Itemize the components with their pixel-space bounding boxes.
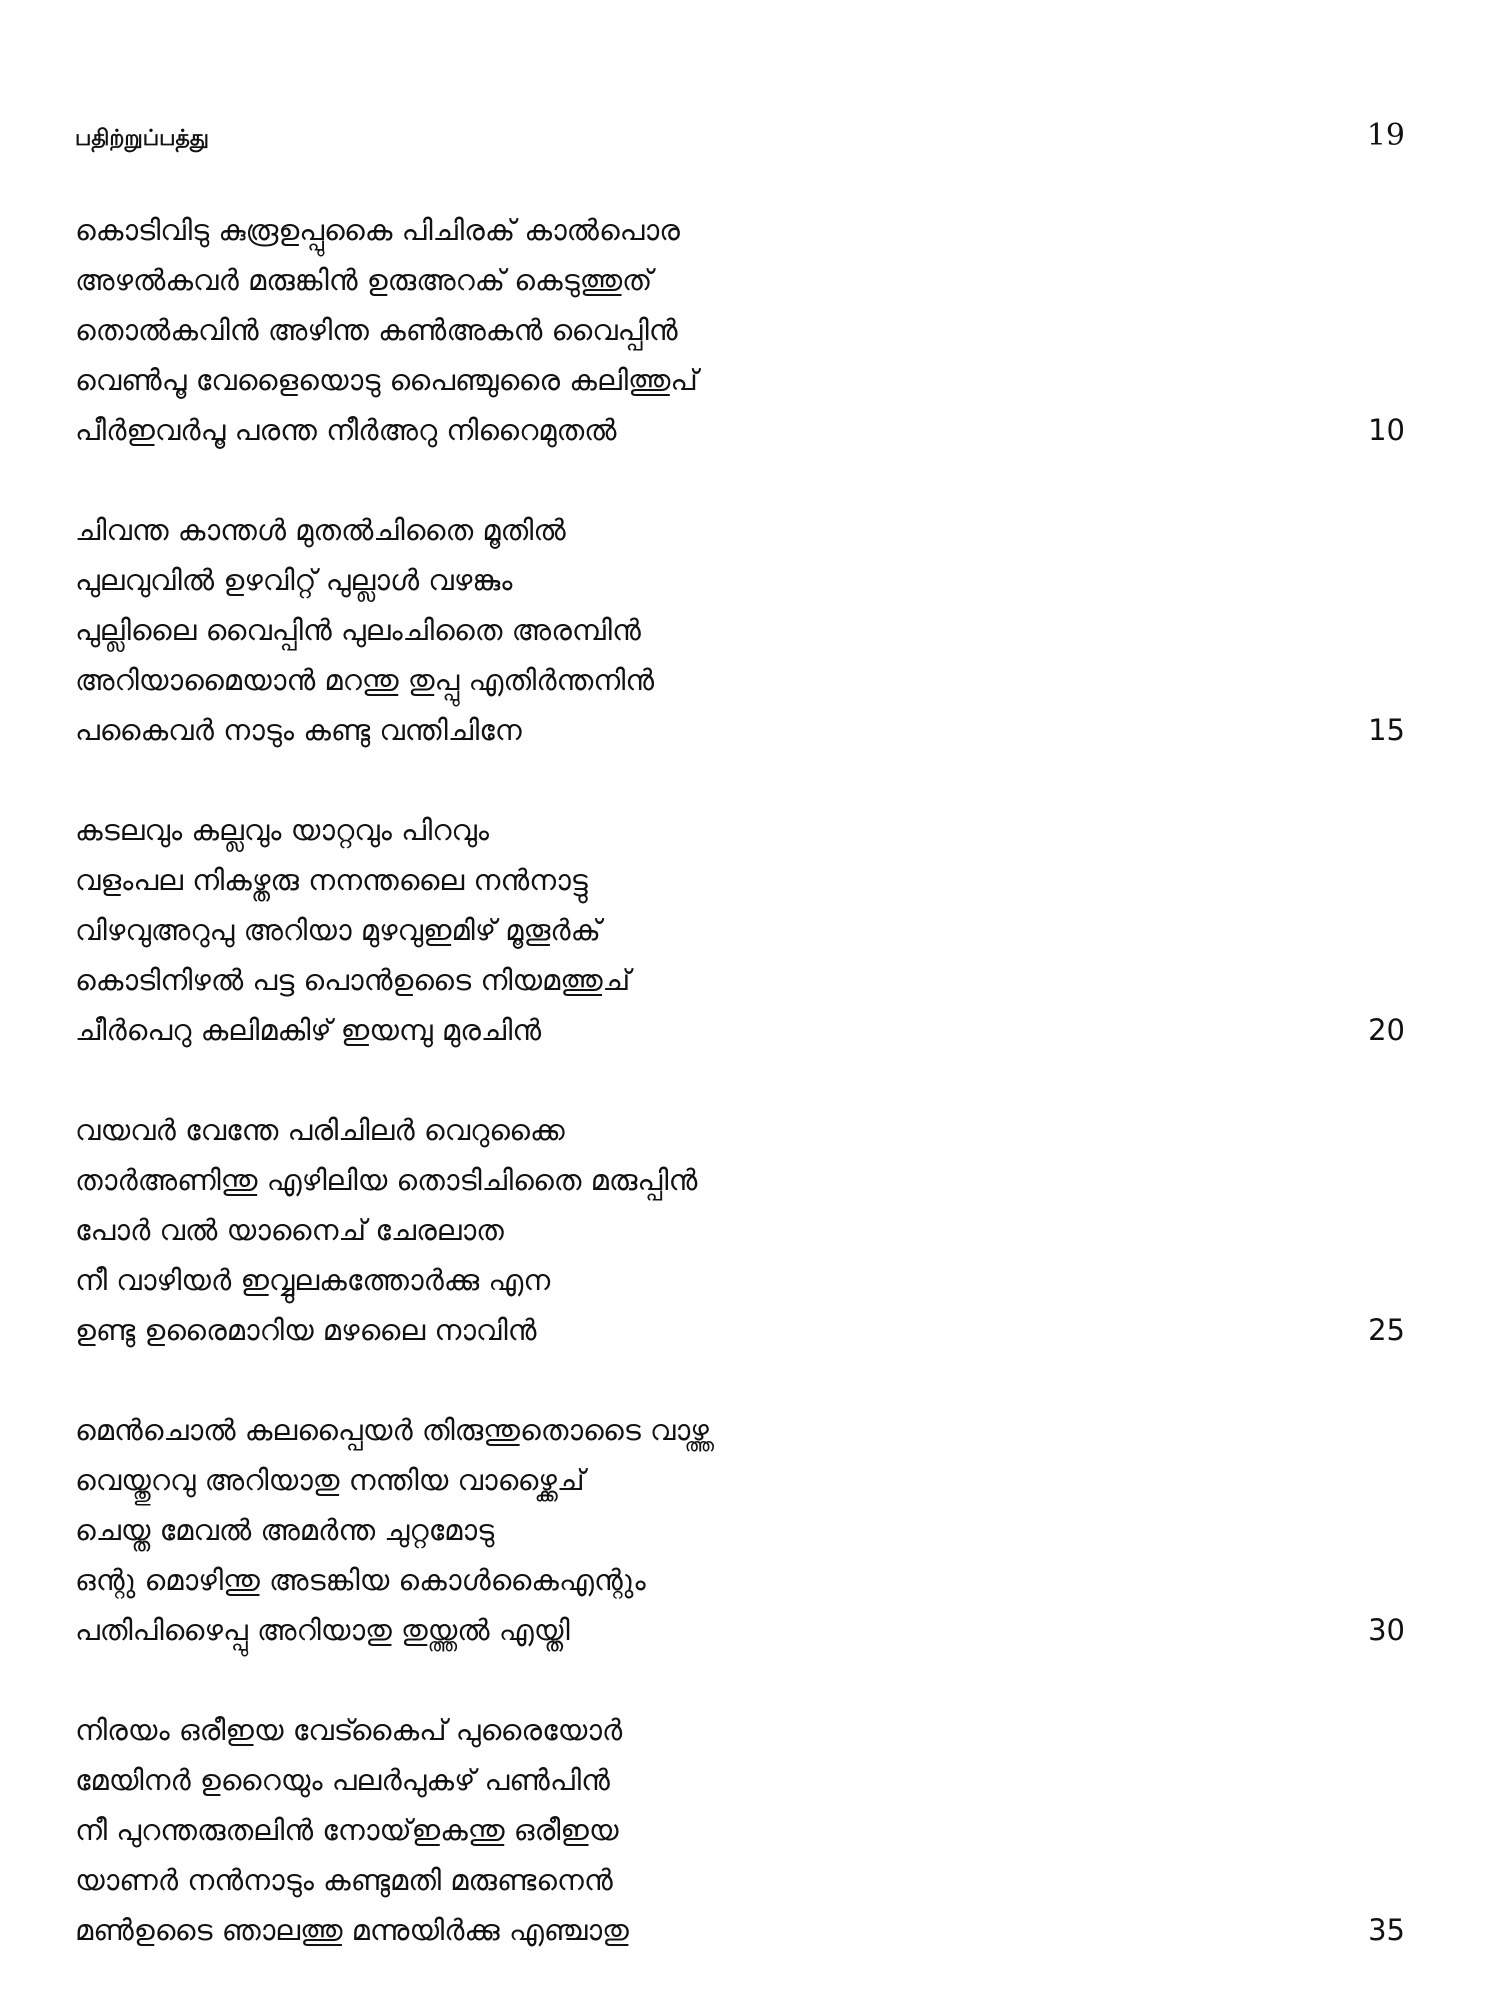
verse-text: പകൈവർ നാടും കണ്ടു വന്തിചിനേ — [75, 713, 522, 747]
verse-line — [75, 705, 1405, 755]
verse-line — [75, 205, 1405, 255]
verse-line — [75, 255, 1405, 305]
verse-text: പുല്ലിലൈ വൈപ്പിൻ പുലംചിതൈ അരമ്പിൻ — [75, 613, 641, 647]
verse-text: ഉണ്ടു ഉരൈമാറിയ മഴലൈ നാവിൻ — [75, 1313, 537, 1347]
verse-line — [75, 1855, 1405, 1905]
verse-text: വെൺപൂ വേളൈയൊടു പൈഞ്ചുരൈ കലിത്തുപ് — [75, 363, 698, 397]
verse-text: കൊടിനിഴൽ പട്ട പൊൻഉടൈ നിയമത്തുച് — [75, 963, 631, 997]
stanza — [75, 205, 1405, 455]
verse-text: പോർ വൽ യാനൈച് ചേരലാത — [75, 1213, 504, 1247]
verse-line — [75, 1005, 1405, 1055]
verse-text: മൺഉടൈ ഞാലത്തു മന്നുയിർക്കു എഞ്ചാതു — [75, 1913, 629, 1947]
verse-text: ചെയ്ത മേവൽ അമർന്ത ചുറ്റമോടു — [75, 1513, 495, 1547]
verse-line — [75, 355, 1405, 405]
verse-line — [75, 1505, 1405, 1555]
verse-line — [75, 955, 1405, 1005]
verse-line — [75, 1755, 1405, 1805]
verse-text: പുലവുവിൽ ഉഴവിറ്റ് പുല്ലാൾ വഴങ്കും — [75, 563, 513, 597]
line-number: 25 — [1368, 1313, 1405, 1347]
verse-text: ചിവന്ത കാന്തൾ മുതൽചിതൈ മൂതിൽ — [75, 513, 566, 547]
verse-text: ഒന്റു മൊഴിന്തു അടങ്കിയ കൊൾകൈഎന്റും — [75, 1563, 646, 1597]
verse-line — [75, 1405, 1405, 1455]
verse-line — [75, 1305, 1405, 1355]
verse-line — [75, 1705, 1405, 1755]
verse-text: അറിയാമൈയാൻ മറന്തു തുപ്പു എതിർന്തനിൻ — [75, 663, 655, 697]
verse-line — [75, 1155, 1405, 1205]
verse-text: താർഅണിന്തു എഴിലിയ തൊടിചിതൈ മരുപ്പിൻ — [75, 1163, 698, 1197]
verse-line — [75, 1105, 1405, 1155]
stanza — [75, 1405, 1405, 1655]
verse-text: വളംപല നികഴ്തരു നനന്തലൈ നൻനാട്ടു — [75, 863, 588, 897]
verse-line — [75, 1455, 1405, 1505]
verse-text: വിഴവുഅറുപു അറിയാ മുഴവുഇമിഴ് മൂതൂർക് — [75, 913, 601, 947]
verse-line — [75, 805, 1405, 855]
verse-line — [75, 1255, 1405, 1305]
verse-text: ചീർപെറു കലിമകിഴ് ഇയമ്പു മുരചിൻ — [75, 1013, 542, 1047]
verse-text: വെയ്തുറവു അറിയാതു നന്തിയ വാഴ്ക്കൈച് — [75, 1463, 585, 1497]
verse-text: നിരയം ഒരീഇയ വേട്കൈപ് പുരൈയോർ — [75, 1713, 623, 1747]
page-number: 19 — [1366, 118, 1405, 153]
verse-line — [75, 1805, 1405, 1855]
verse-line — [75, 505, 1405, 555]
line-number: 35 — [1368, 1913, 1405, 1947]
running-title: பதிற்றுப்பத்து — [75, 126, 209, 151]
verse-text: യാണർ നൻനാടും കണ്ടുമതി മരുണ്ടനെൻ — [75, 1863, 613, 1897]
verse-line — [75, 405, 1405, 455]
verse-text: നീ പുറന്തരുതലിൻ നോയ്ഇകന്തു ഒരീഇയ — [75, 1813, 619, 1847]
verse-line — [75, 655, 1405, 705]
verse-text: മെൻചൊൽ കലപ്പൈയർ തിരുന്തുതൊടൈ വാഴ്ത്ത — [75, 1413, 709, 1447]
verse-line — [75, 605, 1405, 655]
verse-line — [75, 555, 1405, 605]
verse-line — [75, 1605, 1405, 1655]
stanza — [75, 805, 1405, 1055]
verse-text: കൊടിവിടു കുരൂഉപ്പുകൈ പിചിരക് കാൽപൊര — [75, 213, 680, 247]
verse-line — [75, 305, 1405, 355]
verse-line — [75, 1555, 1405, 1605]
page-header — [75, 118, 1405, 158]
verse-text: പീർഇവർപൂ പരന്ത നീർഅറു നിറൈമുതൽ — [75, 413, 617, 447]
verse-text: മേയിനർ ഉറൈയും പലർപുകഴ് പൺപിൻ — [75, 1763, 610, 1797]
verse-line — [75, 905, 1405, 955]
verse-line — [75, 855, 1405, 905]
stanza — [75, 1105, 1405, 1355]
line-number: 20 — [1368, 1013, 1405, 1047]
verse-text: പതിപിഴൈപ്പു അറിയാതു തുയ്ത്തൽ എയ്തി — [75, 1613, 570, 1647]
verse-text: കടലവും കല്ലവും യാറ്റവും പിറവും — [75, 813, 490, 847]
verse-line — [75, 1905, 1405, 1955]
verse-text: നീ വാഴിയർ ഇവ്വുലകത്തോർക്കു എന — [75, 1263, 551, 1297]
line-number: 10 — [1368, 413, 1405, 447]
line-number: 30 — [1368, 1613, 1405, 1647]
stanza — [75, 1705, 1405, 1955]
verse-text: അഴൽകവർ മരുങ്കിൻ ഉരുഅറക് കെടുത്തുത് — [75, 263, 653, 297]
verse-line — [75, 1205, 1405, 1255]
stanza — [75, 505, 1405, 755]
verse-text: തൊൽകവിൻ അഴിന്ത കൺഅകൻ വൈപ്പിൻ — [75, 313, 678, 347]
line-number: 15 — [1368, 713, 1405, 747]
verse-text: വയവർ വേന്തേ പരിചിലർ വെറുക്കൈ — [75, 1113, 565, 1147]
